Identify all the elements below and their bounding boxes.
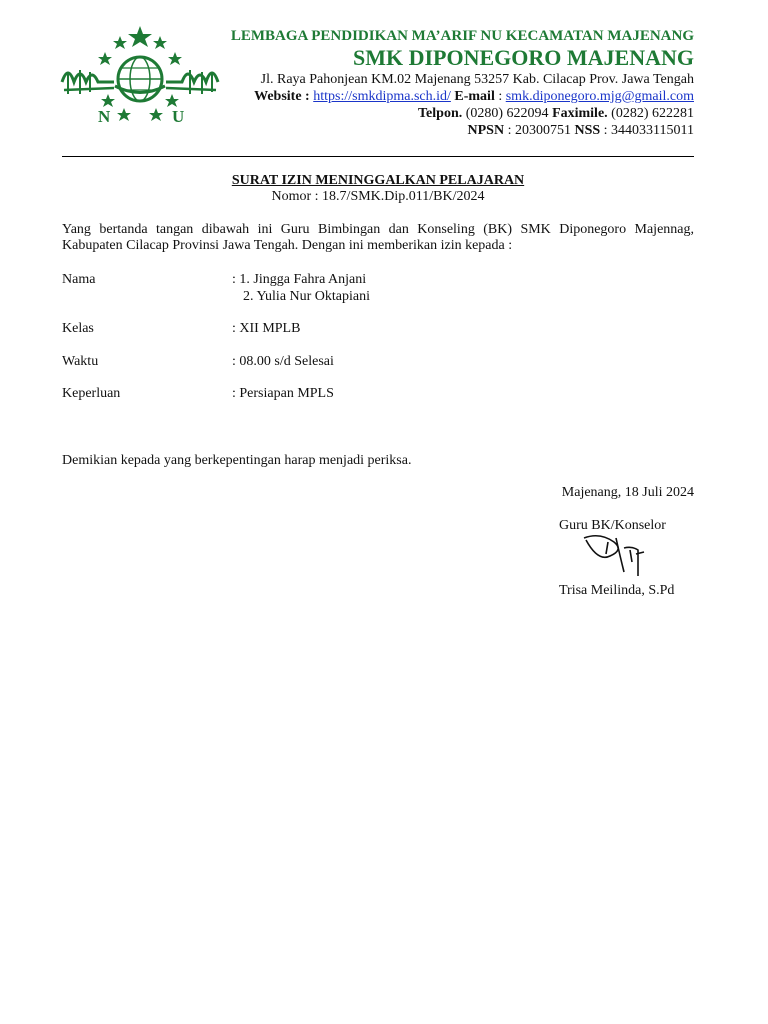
nu-logo — [60, 24, 220, 134]
email-link[interactable]: smk.diponegoro.mjg@gmail.com — [505, 89, 694, 104]
signature-image — [580, 532, 650, 580]
waktu-value: : 08.00 s/d Selesai — [232, 354, 334, 369]
nss-label: NSS — [574, 123, 601, 138]
contact-phone-line — [231, 105, 694, 122]
letter-title: SURAT IZIN MENINGGALKAN PELAJARAN — [231, 173, 525, 188]
nama-value-1: : 1. Jingga Fahra Anjani — [232, 272, 367, 287]
npsn-value: : 20300751 — [507, 123, 571, 138]
registry-line — [231, 122, 694, 139]
logo-letter-n: N — [98, 107, 111, 126]
npsn-label: NPSN — [467, 123, 505, 138]
letterhead — [231, 27, 694, 139]
address: Jl. Raya Pahonjean KM.02 Majenang 53257 Kab. Cilacap Prov. Jawa Tengah — [260, 72, 694, 87]
phone-number: (0280) 622094 — [465, 106, 549, 121]
waktu-label: Waktu — [62, 354, 99, 369]
website-link[interactable]: https://smkdipma.sch.id/ — [313, 89, 451, 104]
keperluan-label: Keperluan — [62, 386, 121, 401]
header-divider — [62, 156, 694, 157]
phone-label: Telpon. — [418, 106, 463, 121]
fax-number: (0282) 622281 — [611, 106, 694, 121]
fax-label: Faximile. — [552, 106, 608, 121]
website-label: Website : — [254, 89, 310, 104]
institution-name: LEMBAGA PENDIDIKAN MA’ARIF NU KECAMATAN MAJENANG — [230, 28, 694, 44]
closing-sentence: Demikian kepada yang berkepentingan harap menjadi periksa. — [62, 453, 412, 468]
contact-web-line — [231, 88, 694, 105]
email-separator: : — [498, 89, 503, 104]
school-name: SMK DIPONEGORO MAJENANG — [353, 45, 694, 70]
email-label: E-mail — [454, 89, 495, 104]
keperluan-value: : Persiapan MPLS — [232, 386, 334, 401]
kelas-value: : XII MPLB — [232, 321, 301, 336]
nama-label: Nama — [62, 272, 96, 287]
nama-value-2: 2. Yulia Nur Oktapiani — [243, 289, 371, 304]
signer-name: Trisa Meilinda, S.Pd — [559, 583, 675, 598]
place-date: Majenang, 18 Juli 2024 — [561, 485, 694, 500]
signer-role: Guru BK/Konselor — [559, 518, 666, 533]
letter-number: Nomor : 18.7/SMK.Dip.011/BK/2024 — [271, 189, 485, 204]
intro-paragraph: Yang bertanda tangan dibawah ini Guru Bimbingan dan Konseling (BK) SMK Diponegoro Majennag, Kabupaten Cilacap Provinsi Jawa Tengah. Dengan ini memberikan izin kepada : — [62, 222, 694, 253]
nss-value: : 344033115011 — [603, 123, 694, 138]
logo-letter-u: U — [172, 107, 185, 126]
letter-title-block — [62, 173, 694, 205]
kelas-label: Kelas — [62, 321, 94, 336]
